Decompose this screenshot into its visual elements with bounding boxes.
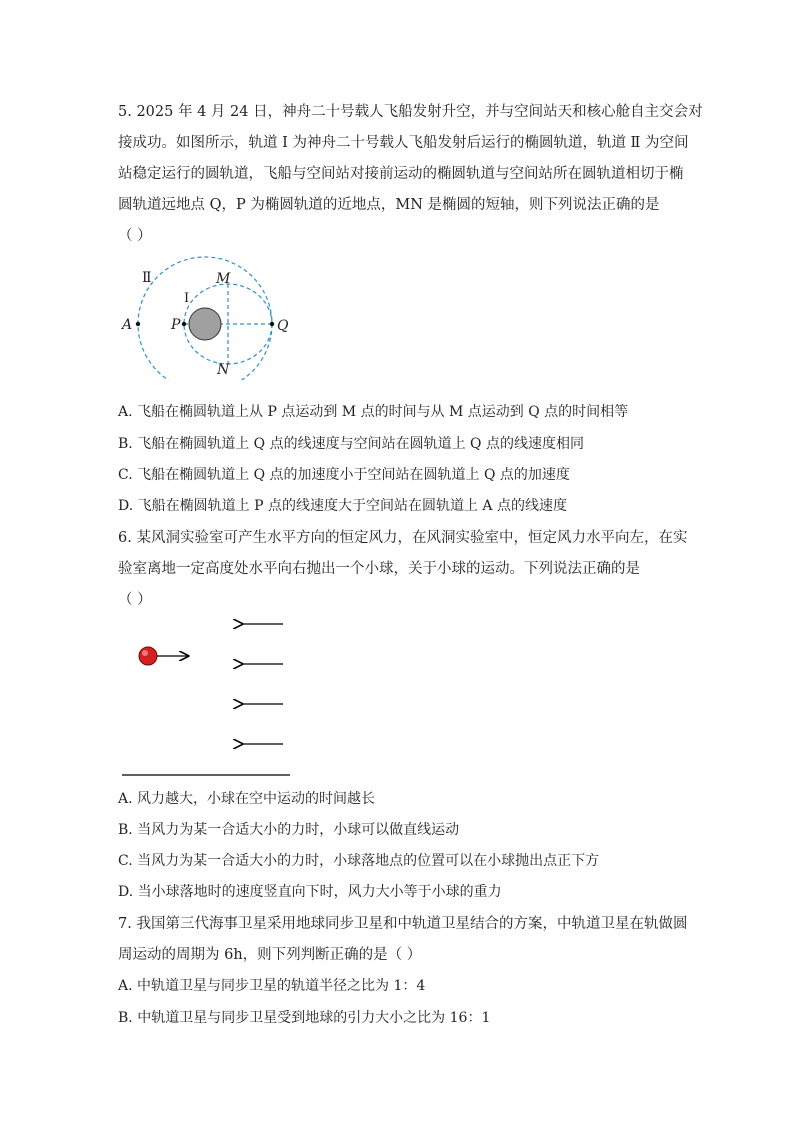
label-a: A: [122, 317, 133, 333]
label-n: N: [217, 362, 230, 378]
label-p: P: [171, 317, 181, 333]
q5-option-c: C. 飞船在椭圆轨道上 Q 点的加速度小于空间站在圆轨道上 Q 点的加速度: [118, 467, 570, 483]
q7-line-1: 7. 我国第三代海事卫星采用地球同步卫星和中轨道卫星结合的方案，中轨道卫星在轨做圆: [118, 916, 688, 932]
q6-answer-bracket: （ ）: [118, 592, 152, 608]
label-orbit-1: Ⅰ: [184, 291, 190, 306]
wind-tunnel-diagram: [118, 610, 298, 780]
q5-option-d: D. 飞船在椭圆轨道上 P 点的线速度大于空间站在圆轨道上 A 点的线速度: [118, 498, 567, 514]
label-orbit-2: Ⅱ: [142, 270, 152, 286]
q6-line-2: 验室离地一定高度处水平向右抛出一个小球，关于小球的运动。下列说法正确的是: [118, 561, 640, 577]
q5-line-1: 5. 2025 年 4 月 24 日，神舟二十号载人飞船发射升空，并与空间站天和核心舱自主交会对: [118, 104, 703, 120]
orbit-diagram: [110, 250, 310, 380]
q7-option-a: A. 中轨道卫星与同步卫星的轨道半径之比为 1：4: [118, 978, 426, 994]
q5-option-b: B. 飞船在椭圆轨道上 Q 点的线速度与空间站在圆轨道上 Q 点的线速度相同: [118, 436, 584, 452]
q6-option-d: D. 当小球落地时的速度竖直向下时，风力大小等于小球的重力: [118, 884, 502, 900]
q6-option-c: C. 当风力为某一合适大小的力时，小球落地点的位置可以在小球抛出点正下方: [118, 853, 600, 869]
q5-answer-bracket: （ ）: [118, 228, 152, 244]
q7-line-2: 周运动的周期为 6h，则下列判断正确的是（ ）: [118, 947, 422, 963]
q6-option-b: B. 当风力为某一合适大小的力时，小球可以做直线运动: [118, 822, 460, 838]
q6-option-a: A. 风力越大，小球在空中运动的时间越长: [118, 791, 376, 807]
q5-line-4: 圆轨道远地点 Q，P 为椭圆轨道的近地点，MN 是椭圆的短轴，则下列说法正确的是: [118, 197, 660, 213]
point-q-dot: [270, 322, 274, 326]
q6-line-1: 6. 某风洞实验室可产生水平方向的恒定风力，在风洞实验室中，恒定风力水平向左，在实: [118, 530, 688, 546]
point-a-dot: [136, 322, 140, 326]
q5-line-3: 站稳定运行的圆轨道，飞船与空间站对接前运动的椭圆轨道与空间站所在圆轨道相切于椭: [118, 166, 684, 182]
q7-option-b: B. 中轨道卫星与同步卫星受到地球的引力大小之比为 16：1: [118, 1010, 491, 1026]
ball: [139, 647, 157, 665]
label-m: M: [216, 271, 231, 287]
q5-option-a: A. 飞船在椭圆轨道上从 P 点运动到 M 点的时间与从 M 点运动到 Q 点的时间相等: [118, 404, 629, 420]
ball-highlight: [142, 650, 148, 656]
point-p-dot: [182, 322, 186, 326]
label-q: Q: [277, 318, 289, 334]
q5-line-2: 接成功。如图所示，轨道 Ⅰ 为神舟二十号载人飞船发射后运行的椭圆轨道，轨道 Ⅱ 为空间: [118, 135, 689, 151]
earth-circle: [189, 308, 221, 340]
